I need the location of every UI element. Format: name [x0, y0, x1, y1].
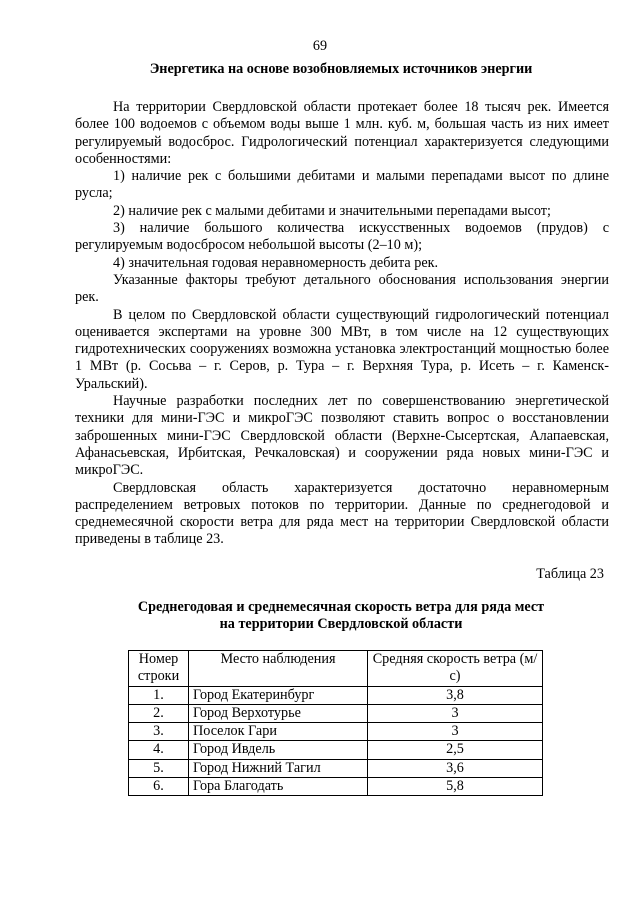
cell-row-number: 1. — [129, 686, 189, 704]
cell-speed: 3 — [368, 723, 543, 741]
cell-speed: 2,5 — [368, 741, 543, 759]
cell-place: Гора Благодать — [189, 778, 368, 796]
paragraph: 2) наличие рек с малыми дебитами и значительными перепадами высот; — [113, 202, 551, 219]
cell-row-number: 3. — [129, 723, 189, 741]
header-row-number: Номер строки — [129, 651, 189, 687]
paragraph: Свердловская область характеризуется достаточно неравномерным распределением ветровых потоков по территории. Данные по среднегодовой и среднемесячной скорости ветра для ряда мест на территории Свердловской области приведены в таблице 23. — [75, 479, 609, 548]
table-row — [129, 704, 543, 722]
cell-row-number: 2. — [129, 704, 189, 722]
cell-speed: 3 — [368, 704, 543, 722]
header-place: Место наблюдения — [189, 651, 368, 687]
cell-place: Город Ивдель — [189, 741, 368, 759]
page-number: 69 — [312, 38, 328, 54]
cell-speed: 3,8 — [368, 686, 543, 704]
paragraph: 3) наличие большого количества искусственных водоемов (прудов) с регулируемым водосбросом небольшой высоты (2–10 м); — [75, 220, 609, 254]
body-text — [75, 99, 609, 549]
cell-row-number: 4. — [129, 741, 189, 759]
cell-place: Город Верхотурье — [189, 704, 368, 722]
table-row — [129, 759, 543, 777]
paragraph: В целом по Свердловской области существующий гидрологический потенциал оценивается экспертами на уровне 300 МВт, в том числе на 12 существующих гидротехнических сооружениях возможна установка электростанций мощностью более 1 МВт (р. Сосьва – г. Серов, р. Тура – г. Верхняя Тура, р. Исеть – г. Каменск-Уральский). — [75, 306, 609, 392]
cell-row-number: 5. — [129, 759, 189, 777]
wind-speed-table — [128, 650, 543, 796]
cell-place: Город Екатеринбург — [189, 686, 368, 704]
table-label: Таблица 23 — [536, 566, 604, 582]
table-row — [129, 741, 543, 759]
table-row — [129, 778, 543, 796]
paragraph: 4) значительная годовая неравномерность дебита рек. — [113, 254, 439, 271]
cell-place: Поселок Гари — [189, 723, 368, 741]
header-speed: Средняя скорость ветра (м/с) — [368, 651, 543, 687]
cell-speed: 3,6 — [368, 759, 543, 777]
section-heading: Энергетика на основе возобновляемых источников энергии — [149, 61, 533, 77]
paragraph: На территории Свердловской области протекает более 18 тысяч рек. Имеется более 100 водоемов с объемом воды выше 1 млн. куб. м, большая часть из них имеет регулируемый водосброс. Гидрологический потенциал характеризуется следующими особенностями: — [75, 99, 609, 167]
paragraph: Научные разработки последних лет по совершенствованию энергетической техники для мини-ГЭС и микроГЭС позволяют ставить вопрос о восстановлении заброшенных мини-ГЭС Свердловской области (Верхне-Сысертская, Алапаевская, Афанасьевская, Ирбитская, Речкаловская) и сооружении ряда новых мини-ГЭС и микроГЭС. — [75, 393, 609, 479]
table-title-line: Среднегодовая и среднемесячная скорость ветра для ряда мест — [137, 599, 545, 615]
table-header-row — [129, 651, 543, 687]
cell-row-number: 6. — [129, 778, 189, 796]
cell-place: Город Нижний Тагил — [189, 759, 368, 777]
table-title — [50, 599, 632, 634]
table-row — [129, 686, 543, 704]
table-row — [129, 723, 543, 741]
cell-speed: 5,8 — [368, 778, 543, 796]
table-title-line: на территории Свердловской области — [219, 616, 463, 633]
paragraph: Указанные факторы требуют детального обоснования использования энергии рек. — [75, 271, 609, 306]
paragraph: 1) наличие рек с большими дебитами и малыми перепадами высот по длине русла; — [75, 168, 609, 202]
